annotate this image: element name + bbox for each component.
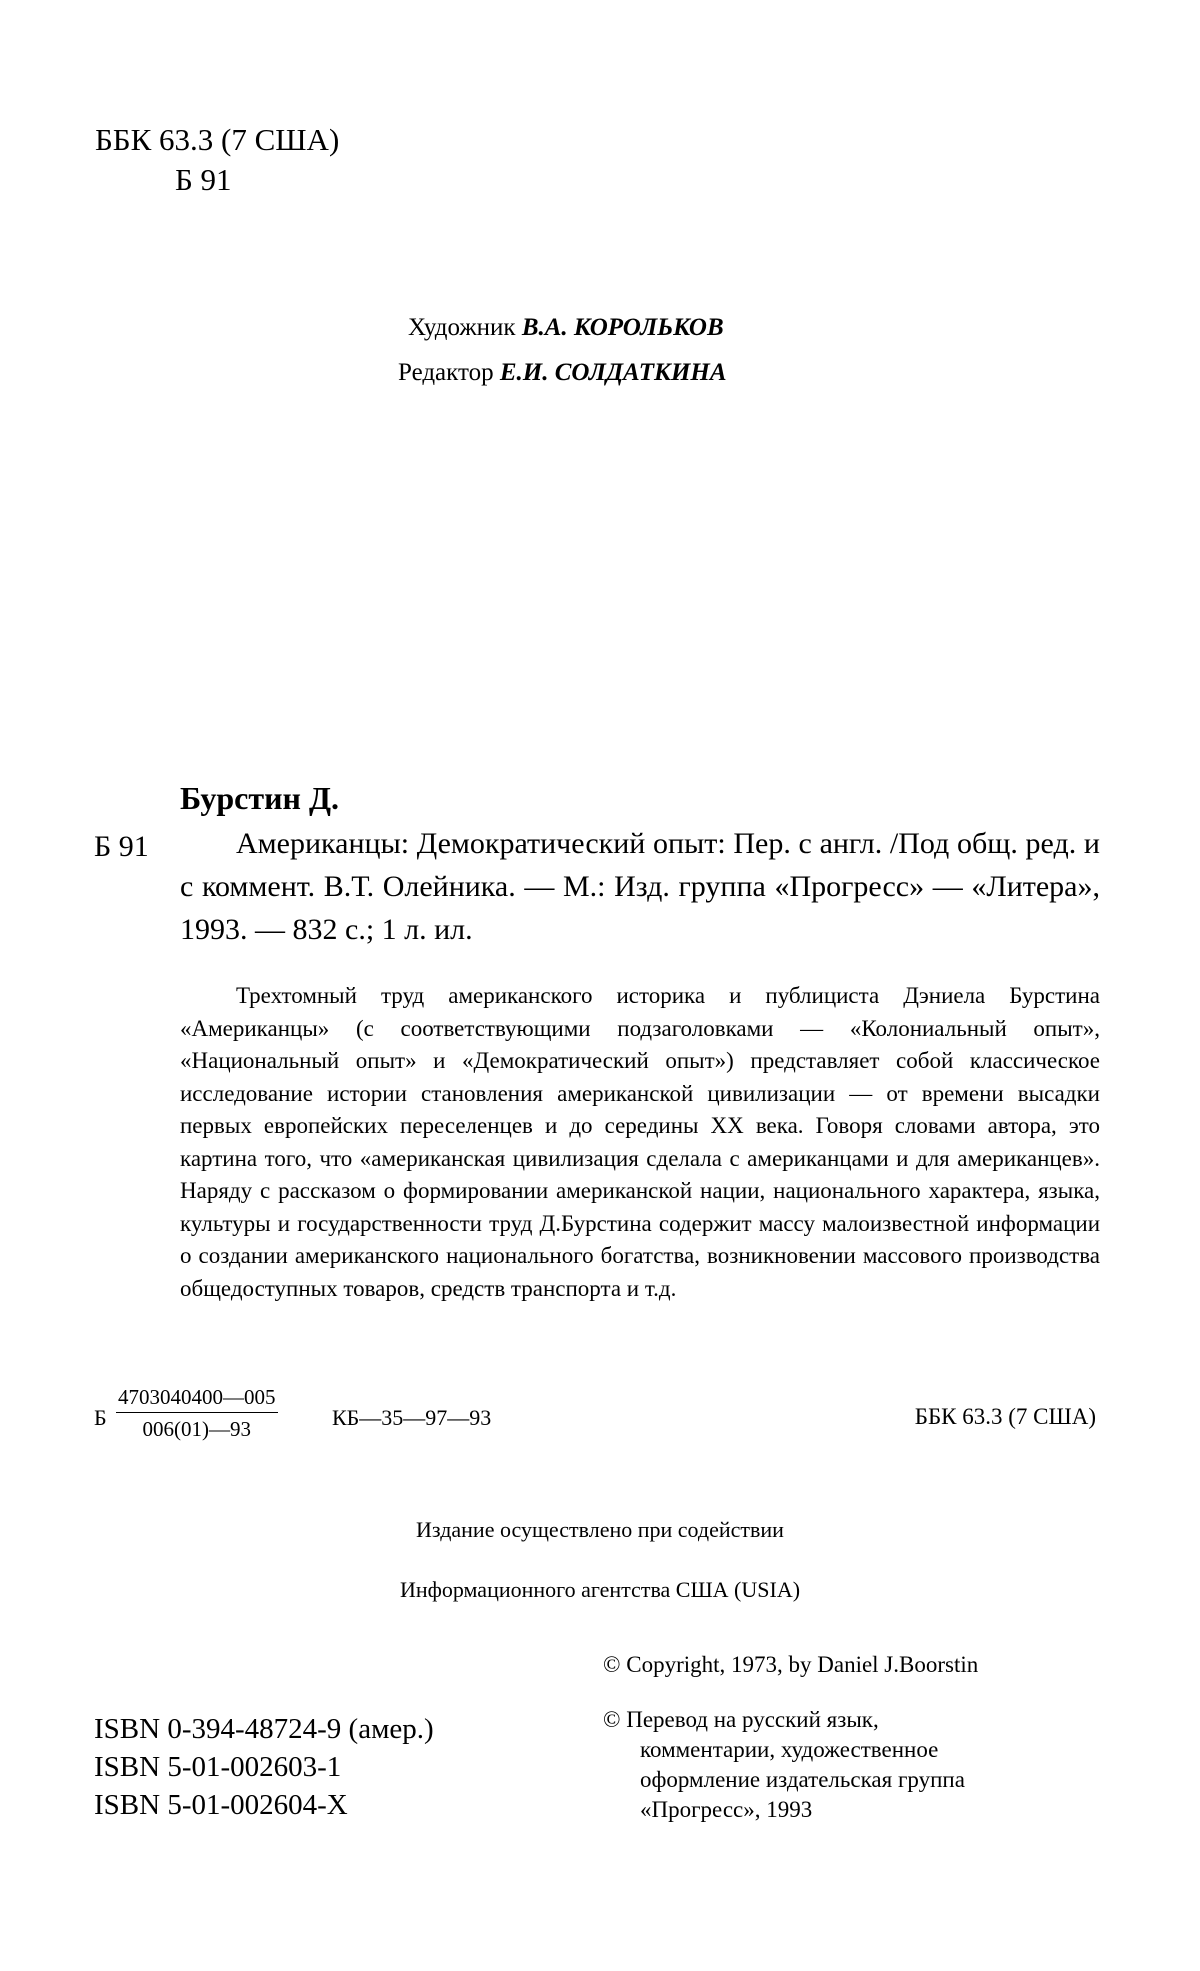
editor-name: Е.И. СОЛДАТКИНА [499, 359, 727, 386]
entry-description: Американцы: Демократический опыт: Пер. с англ. /Под общ. ред. и с коммент. В.Т. Олейника. — М.: Изд. группа «Прогресс» — «Литера», 1993. — 832 с.; 1 л. ил. [180, 827, 1100, 946]
artist-credit [408, 312, 724, 344]
isbn-russian-1: ISBN 5-01-002603-1 [94, 1751, 342, 1783]
entry-shelf-mark: Б 91 [94, 830, 149, 863]
formula-kb: КБ—35—97—93 [332, 1405, 492, 1430]
formula-numerator: 4703040400—005 [116, 1385, 278, 1413]
copyright-translation-line1: © Перевод на русский язык, [603, 1707, 879, 1732]
artist-role: Художник [408, 314, 516, 341]
formula-bbk: ББК 63.3 (7 США) [914, 1404, 1096, 1429]
author-mark: Б 91 [175, 162, 232, 197]
isbn-american: ISBN 0-394-48724-9 (амер.) [94, 1713, 434, 1745]
support-note-line2: Информационного агентства США (USIA) [399, 1577, 801, 1602]
formula-denominator: 006(01)—93 [142, 1417, 251, 1441]
copyright-translation-line2: комментарии, художественное [640, 1737, 939, 1762]
formula-fraction [116, 1385, 278, 1442]
copyright-original: © Copyright, 1973, by Daniel J.Boorstin [603, 1652, 979, 1677]
formula-letter: Б [94, 1405, 107, 1430]
support-note-line1: Издание осуществлено при содействии [416, 1517, 784, 1542]
isbn-russian-2: ISBN 5-01-002604-X [94, 1789, 348, 1821]
artist-name: В.А. КОРОЛЬКОВ [521, 314, 724, 341]
annotation-text: Трехтомный труд американского историка и публициста Дэниела Бурстина «Американцы» (с соответствующими подзаголовками — «Колониальный опыт», «Национальный опыт» и «Демократический опыт») представляет собой классическое исследование истории становления американской цивилизации — от времени высадки первых европейских переселенцев и до середины XX века. Говоря словами автора, это картина того, что «американская цивилизация сделала с американцами и для американцев». Наряду с рассказом о формировании американской нации, национального характера, языка, культуры и государственности труд Д.Бурстина содержит массу малоизвестной информации о создании американского национального богатства, возникновении массового производства общедоступных товаров, средств транспорта и т.д. [180, 983, 1100, 1301]
bbk-classification: ББК 63.3 (7 США) [95, 122, 340, 157]
editor-credit [398, 357, 727, 389]
entry-author: Бурстин Д. [180, 780, 339, 816]
copyright-translation-line3: оформление издательская группа [640, 1767, 965, 1792]
copyright-translation-line4: «Прогресс», 1993 [640, 1797, 813, 1822]
editor-role: Редактор [398, 359, 494, 386]
